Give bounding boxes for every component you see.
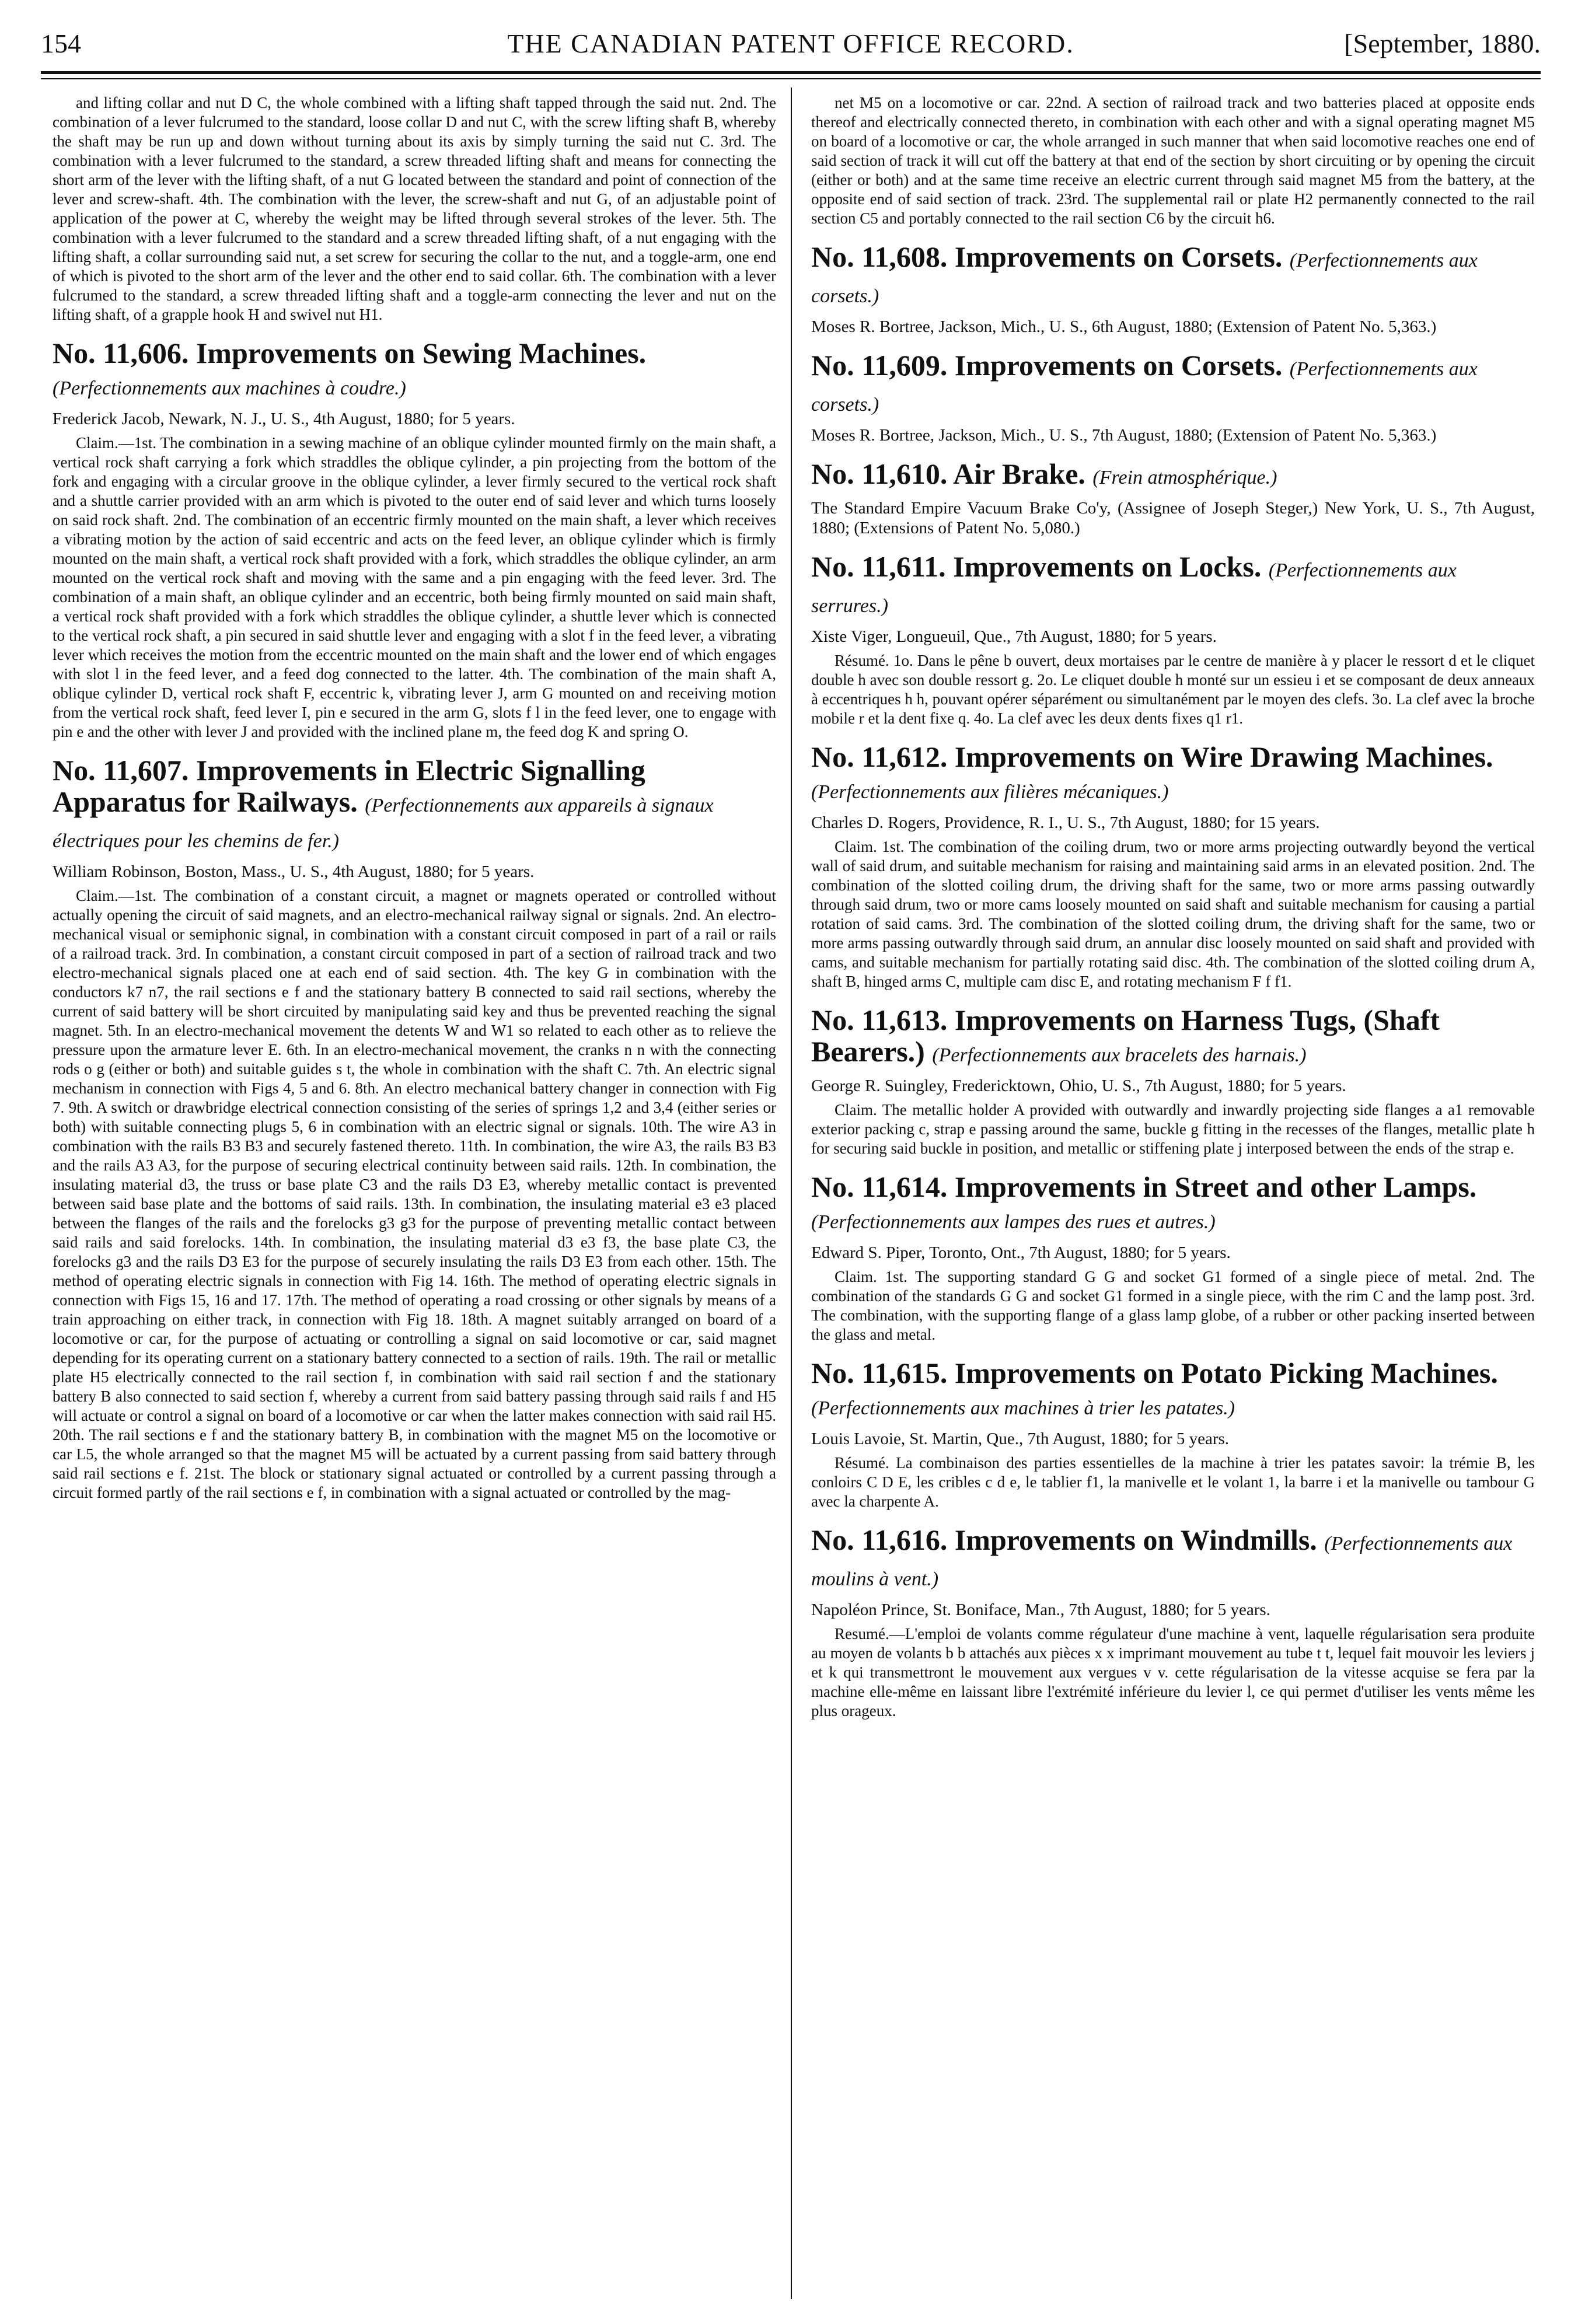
left-column <box>53 93 776 2305</box>
entry-title: No. 11,613. Improvements on Harness Tugs, (Shaft Bearers.) (Perfectionnements aux bracelets des harnais.) <box>811 1004 1440 1068</box>
patent-entry-11612 <box>811 741 1535 991</box>
entry-inventor: Charles D. Rogers, Providence, R. I., U. S., 7th August, 1880; for 15 years. <box>811 813 1320 832</box>
entry-title-french: (Perfectionnements aux appareils à signaux électriques pour les chemins de fer.) <box>53 795 714 852</box>
column-divider <box>791 88 792 2299</box>
page-header <box>41 23 1541 70</box>
continued-claims: and lifting collar and nut D C, the whole combined with a lifting shaft tapped through the said nut. 2nd. The combination of a lever fulcrumed to the standard, loose collar D and nut C, with the screw lifting shaft B, whereby the shaft may be run up and down without turning about its axis by simply turning the said nut C. 3rd. The combination with a lever fulcrumed to the standard, a screw threaded lifting shaft and means for connecting the short arm of the lever with the lifting shaft, of a nut G located between the standard and point of connection of the lever and screw-shaft. 4th. The combination with the lever, the screw-shaft and nut G, of an adjustable point of application of the power at C, whereby the weight may be lifted through several strokes of the lever. 5th. The combination with a lever fulcrumed to the standard and a screw threaded lifting shaft, of a nut engaging with the lifting shaft, a collar surrounding said nut, a set screw for securing the collar to the nut, and a toggle-arm, one end of which is pivoted to the short arm of the lever and the other end to said collar. 6th. The combination with a lever fulcrumed to the standard, a screw threaded lifting shaft and a toggle-arm connecting the lever and nut on the lifting shaft, of a grapple hook H and swivel nut H1. <box>53 94 776 323</box>
entry-claim: Claim.—1st. The combination of a constant circuit, a magnet or magnets operated or controlled without actually opening the circuit of said magnets, and an electro-mechanical railway signal or signals. 2nd. An electro-mechanical visual or semiphonic signal, in combination with a constant circuit composed in part of a rail or rails of a railroad track. 3rd. In combination, a constant circuit composed in part of a section of railroad track and two electro-mechanical signals placed one at each end of said section. 4th. The key G in combination with the conductors k7 n7, the rail sections e f and the stationary battery B connected to said rail sections, whereby the current of said battery will be short circuited by manipulating said key and thus be prevented reaching the signal magnet. 5th. In an electro-mechanical movement the detents W and W1 so related to each other as to relieve the pressure upon the armature lever E. 6th. In an electro-mechanical movement, the cranks n n with the connecting rods o g (either or both) and suitable guides s t, the whole in combination with the shaft C. 7th. An electric signal mechanism in connection with Figs 4, 5 and 6. 8th. An electro mechanical battery changer in connection with Fig 7. 9th. A switch or drawbridge electrical connection consisting of the series of springs 1,2 and 3,4 (either series or both) with suitable connecting plugs 5, 6 in combination with an electric signal or signals. 10th. The wire A3 in combination with the rails B3 B3 and securely fastened thereto. 11th. In combination, the wire A3, the rails B3 B3 and the rails A3 A3, for the purpose of securing electrical continuity between said rails. 12th. In combination, the insulating material d3, the truss or base plate C3 and the rails D3 E3, whereby metallic contact is prevented between said base plate and the bottoms of said rails. 13th. In combination, the insulating material e3 e3 placed between the flanges of the rails and the forelocks g3 g3 for the purpose of preventing metallic contact between said rails and said forelocks. 14th. In combination, the insulating material d3 e3 f3, the base plate C3, the forelocks g3 and the rails D3 E3 for the purpose of securely insulating the rails D3 E3 from each other. 15th. The method of operating electric signals in connection with Fig 14. 16th. The method of operating electric signals in connection with Figs 15, 16 and 17. 17th. The method of operating a road crossing or other signals by means of a train approaching on either track, in connection with Fig 18. 18th. A magnet suitably arranged on board of a locomotive or car, for the purpose of actuating or controlling a signal on said locomotive or car, said magnet depending for its operating current on a stationary battery connected to a section of rails. 19th. The rail or metallic plate H5 electrically connected to the rail section f, in combination with said rail section f and the stationary battery B also connected to said section f, whereby a current from said battery passing through said rails f and H5 will actuate or control a signal on board of a locomotive or car when the latter makes connection with said rail H5. 20th. The rail sections e f and the stationary battery B, in combination with the magnet M5 on the locomotive or car L5, the whole arranged so that the magnet M5 will be actuated by a current passing from said battery through said rail sections e f. 21st. The block or stationary signal actuated or controlled by a current passing through a circuit formed partly of the rail sections e f, in combination with a signal actuated or controlled by the mag- <box>53 887 776 1501</box>
entry-title: No. 11,614. Improvements in Street and other Lamps. (Perfectionnements aux lampes des rues et autres.) <box>811 1170 1477 1233</box>
header-rule-thick <box>41 71 1541 74</box>
entry-claim: Résumé. 1o. Dans le pêne b ouvert, deux mortaises par le centre de manière à y placer le ressort d et le cliquet double h avec son double ressort g. 2o. Le cliquet double h monté sur un essieu i et se composant de deux anneaux à eccentriques h h, pouvant opérer séparément ou simultanément par le moyen des clefs. 3o. La clef avec la broche mobile r et la dent fixe q. 4o. La clef avec les deux dents fixes q1 r1. <box>811 652 1535 727</box>
entry-title-french: (Perfectionnements aux moulins à vent.) <box>811 1533 1513 1590</box>
entry-title-french: (Perfectionnements aux lampes des rues et autres.) <box>811 1211 1216 1233</box>
entry-inventor: Moses R. Bortree, Jackson, Mich., U. S., 7th August, 1880; (Extension of Patent No. 5,363.) <box>811 426 1437 445</box>
entry-title-french: (Perfectionnements aux bracelets des harnais.) <box>932 1044 1307 1066</box>
patent-entry-11607 <box>53 754 776 1502</box>
entry-claim: Résumé. La combinaison des parties essentielles de la machine à trier les patates savoir: la trémie B, les conloirs C D E, les cribles c d e, le tablier f1, la manivelle et le volant 1, la barre i et la manivelle ou tambour G avec la charpente A. <box>811 1454 1535 1510</box>
entry-title: No. 11,610. Air Brake. (Frein atmosphérique.) <box>811 457 1277 490</box>
patent-entry-11615 <box>811 1357 1535 1511</box>
patent-entry-11616 <box>811 1524 1535 1721</box>
entry-claim: Claim. The metallic holder A provided with outwardly and inwardly projecting side flanges a a1 removable exterior packing c, strap e passing around the same, buckle g fitting in the recesses of the flanges, metallic plate h for securing said buckle in position, and metallic or stiffening plate j interposed between the ends of the strap e. <box>811 1101 1535 1157</box>
entry-inventor: Edward S. Piper, Toronto, Ont., 7th August, 1880; for 5 years. <box>811 1243 1231 1262</box>
entry-title-french: (Perfectionnements aux machines à coudre.) <box>53 378 406 399</box>
patent-entry-11609 <box>811 350 1535 445</box>
entry-title: No. 11,611. Improvements on Locks. (Perfectionnements aux serrures.) <box>811 550 1457 617</box>
entry-title: No. 11,612. Improvements on Wire Drawing Machines. (Perfectionnements aux filières mécaniques.) <box>811 740 1493 803</box>
continued-claims: net M5 on a locomotive or car. 22nd. A section of railroad track and two batteries placed at opposite ends thereof and electrically connected thereto, in combination with each other and with a signal operating magnet M5 on board of a locomotive or car, the whole arranged in such manner that when said locomotive reaches one end of said section of track it will cut off the battery at that end of the section by short circuiting or by opening the circuit (either or both) and at the same time receive an electric current through said magnet M5 from the battery, at the opposite end of said section of track. 23rd. The supplemental rail or plate H2 permanently connected to the rail section C5 and portably connected to the rail section C6 by the circuit h6. <box>811 94 1535 227</box>
patent-entry-11606 <box>53 337 776 742</box>
entry-claim: Claim. 1st. The combination of the coiling drum, two or more arms projecting outwardly beyond the vertical wall of said drum, and suitable mechanism for raising and maintaining said arms in an elevated position. 2nd. The combination of the slotted coiling drum, the driving shaft for the same, two or more arms passing outwardly through said drum, two or more cams loosely mounted on said shaft and suitable mechanism for causing a partial rotation of said cams. 3rd. The combination of the slotted coiling drum, the driving shaft for the same, two or more arms passing outwardly through said drum, an annular disc loosely mounted on said shaft and provided with cams, and suitable mechanism for partially rotating said disc. 4th. The combination of the slotted coiling drum A, shaft B, hinged arms C, multiple cam disc E, and rotating mechanism F f f1. <box>811 838 1535 990</box>
entry-inventor: Xiste Viger, Longueuil, Que., 7th August, 1880; for 5 years. <box>811 627 1217 646</box>
entry-title-french: (Frein atmosphérique.) <box>1092 467 1277 488</box>
header-rule-thin <box>41 78 1541 79</box>
right-column <box>811 93 1535 2305</box>
patent-entry-11608 <box>811 241 1535 337</box>
entry-inventor: William Robinson, Boston, Mass., U. S., 4th August, 1880; for 5 years. <box>53 862 535 881</box>
patent-entry-11611 <box>811 551 1535 728</box>
entry-title: No. 11,607. Improvements in Electric Signalling Apparatus for Railways. (Perfectionnements aux appareils à signaux électriques pour les chemins de fer.) <box>53 754 714 852</box>
entry-claim: Resumé.—L'emploi de volants comme régulateur d'une machine à vent, laquelle régularisation sera produite au moyen de volants b b attachés aux pièces x x imprimant mouvement au tube t t, lequel fait mouvoir les leviers j et k qui transmettront le mouvement aux vergues v v. cette régularisation de la vitesse acquise se fera par la machine elle-même en laissant libre l'extrémité inférieure du levier l, ce qui permet d'utiliser les vents même les plus orageux. <box>811 1625 1535 1720</box>
entry-inventor: Louis Lavoie, St. Martin, Que., 7th August, 1880; for 5 years. <box>811 1430 1230 1448</box>
entry-title-french: (Perfectionnements aux corsets.) <box>811 358 1478 415</box>
entry-inventor: The Standard Empire Vacuum Brake Co'y, (Assignee of Joseph Steger,) New York, U. S., 7th August, 1880; (Extensions of Patent No. 5,080.) <box>811 499 1535 537</box>
entry-claim: Claim. 1st. The supporting standard G G and socket G1 formed of a single piece of metal. 2nd. The combination of the standards G G and socket G1 formed in a single piece, with the rim C and the lamp post. 3rd. The combination, with the supporting flange of a glass lamp globe, of a rubber or other packing inserted between the glass and metal. <box>811 1268 1535 1343</box>
entry-title: No. 11,608. Improvements on Corsets. (Perfectionnements aux corsets.) <box>811 240 1478 307</box>
patent-entry-11610 <box>811 458 1535 538</box>
entry-title-french: (Perfectionnements aux serrures.) <box>811 560 1457 617</box>
entry-inventor: George R. Suingley, Fredericktown, Ohio, U. S., 7th August, 1880; for 5 years. <box>811 1077 1346 1095</box>
entry-inventor: Frederick Jacob, Newark, N. J., U. S., 4th August, 1880; for 5 years. <box>53 410 515 428</box>
entry-inventor: Napoléon Prince, St. Boniface, Man., 7th August, 1880; for 5 years. <box>811 1600 1270 1619</box>
entry-claim: Claim.—1st. The combination in a sewing machine of an oblique cylinder mounted firmly on the main shaft, a vertical rock shaft carrying a fork which straddles the oblique cylinder, a pin projecting from the bottom of the fork and engaging with a circular groove in the oblique cylinder, a lever firmly secured to the vertical rock shaft and a shuttle carrier provided with an arm which is pivoted to the outer end of said lever and which turns loosely on said rock shaft. 2nd. The combination of an eccentric firmly mounted on the main shaft, a lever which receives a vibrating motion by the action of said eccentric and acts on the feed lever, an oblique cylinder which is firmly mounted on the main shaft, a vertical rock shaft provided with a fork, which straddles the oblique cylinder, an arm mounted on the vertical rock shaft and moving with the same and a pin engaging with the feed lever. 3rd. The combination of a main shaft, an oblique cylinder and an eccentric, both being firmly mounted on said main shaft, a vertical rock shaft provided with a fork which straddles the oblique cylinder, a shuttle lever which is connected to the vertical rock shaft, a pin secured in said shuttle lever and engaging with a slot f in the feed lever, a vibrating lever which receives the motion from the eccentric mounted on the main shaft and the lower end of which engages with slot l in the feed lever, and a feed dog connected to the latter. 4th. The combination of the main shaft A, oblique cylinder D, vertical rock shaft F, eccentric k, vibrating lever J, arm G mounted on and receiving motion from the vertical rock shaft, feed lever I, pin e secured in the arm G, slots f l in the feed lever, one to engage with pin e and the other with lever J and provided with the inclined plane m, the feed dog K and spring O. <box>53 434 776 740</box>
journal-title: THE CANADIAN PATENT OFFICE RECORD. <box>507 29 1074 58</box>
entry-title-french: (Perfectionnements aux machines à trier les patates.) <box>811 1397 1235 1419</box>
document-page <box>41 23 1541 2305</box>
patent-entry-11613 <box>811 1004 1535 1158</box>
entry-inventor: Moses R. Bortree, Jackson, Mich., U. S., 6th August, 1880; (Extension of Patent No. 5,363.) <box>811 317 1437 336</box>
page-number: 154 <box>41 29 81 58</box>
entry-title: No. 11,606. Improvements on Sewing Machines. (Perfectionnements aux machines à coudre.) <box>53 337 647 399</box>
entry-title-french: (Perfectionnements aux corsets.) <box>811 250 1478 307</box>
entry-title: No. 11,615. Improvements on Potato Picking Machines. (Perfectionnements aux machines à trier les patates.) <box>811 1357 1498 1419</box>
entry-title: No. 11,616. Improvements on Windmills. (Perfectionnements aux moulins à vent.) <box>811 1523 1513 1590</box>
patent-entry-11614 <box>811 1171 1535 1344</box>
issue-date: [September, 1880. <box>1344 29 1541 58</box>
entry-title: No. 11,609. Improvements on Corsets. (Perfectionnements aux corsets.) <box>811 349 1478 415</box>
entry-title-french: (Perfectionnements aux filières mécaniques.) <box>811 781 1169 803</box>
